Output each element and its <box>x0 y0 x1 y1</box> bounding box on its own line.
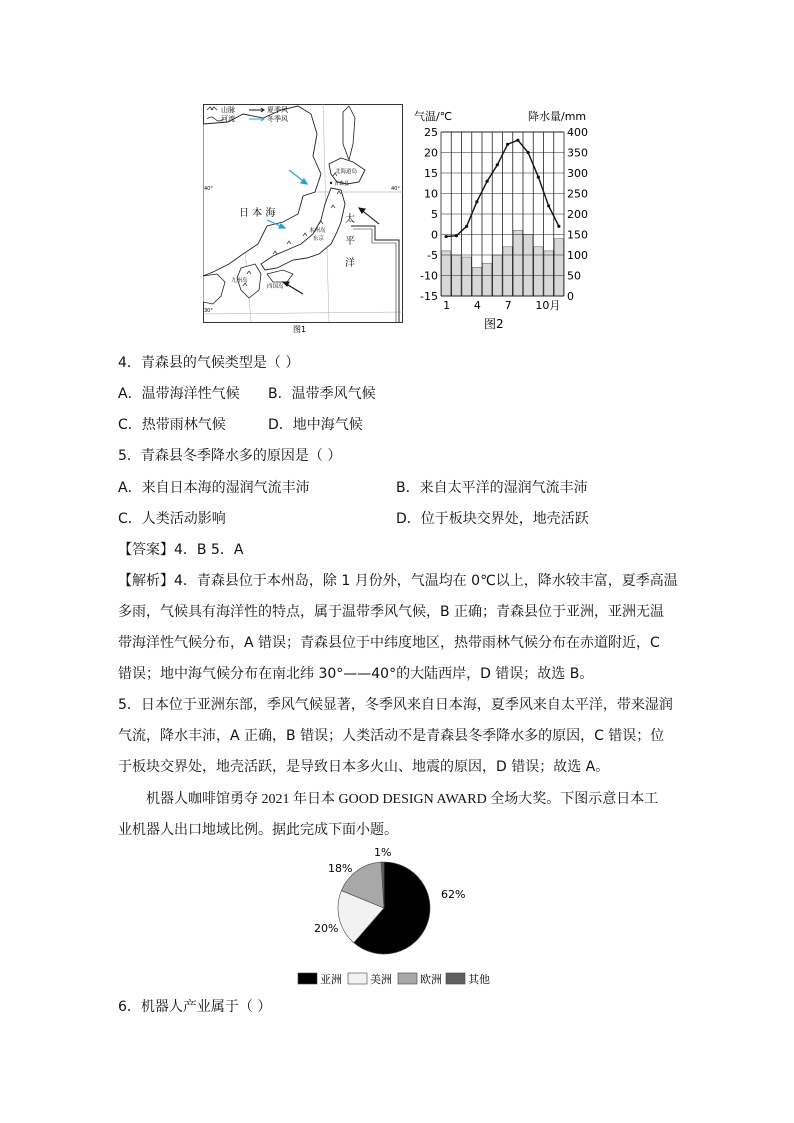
temp-tick-label: 10 <box>424 187 438 201</box>
pie-value-label: 1% <box>374 846 392 859</box>
month-tick-label: 1 <box>443 299 451 312</box>
q5-option-d: D．位于板块交界处，地壳活跃 <box>396 511 589 527</box>
hokkaido-label: 北海道岛 <box>335 169 358 175</box>
temp-point <box>496 163 499 166</box>
precip-tick-label: 250 <box>567 187 588 201</box>
pie-legend-swatch <box>398 973 417 984</box>
sea-of-japan-label: 日 本 海 <box>239 208 276 219</box>
temp-point <box>516 139 519 142</box>
pie-value-label: 20% <box>314 922 339 935</box>
temp-point <box>537 176 540 179</box>
shikoku-label: 四国岛 <box>267 284 284 290</box>
pie-legend-label: 美洲 <box>370 973 392 986</box>
temp-point <box>527 151 530 154</box>
honshu-label: 本州岛 <box>309 228 326 234</box>
precip-tick-label: 350 <box>567 146 588 160</box>
pie-value-label: 18% <box>328 862 353 875</box>
temp-point <box>445 235 448 238</box>
temp-point <box>475 200 478 203</box>
answer-line: 【答案】4．B 5．A <box>118 542 244 558</box>
q5-option-b: B．来自太平洋的湿润气流丰沛 <box>396 480 588 496</box>
analysis-line-2: 多雨，气候具有海洋性的特点，属于温带季风气候，B 正确；青森县位于亚洲，亚洲无温 <box>118 604 665 620</box>
pie-legend-label: 其他 <box>468 973 490 986</box>
precip-bar <box>462 257 471 296</box>
temp-point <box>547 204 550 207</box>
analysis-line-3: 带海洋性气候分布，A 错误；青森县位于中纬度地区，热带雨林气候分布在赤道附近，C <box>118 635 660 651</box>
analysis-line-5: 5．日本位于亚洲东部，季风气候显著，冬季风来自日本海，夏季风来自太平洋，带来湿润 <box>118 697 673 713</box>
q5-option-a: A．来自日本海的湿润气流丰沛 <box>118 480 310 496</box>
precip-tick-label: 200 <box>567 208 588 221</box>
precip-bar <box>503 247 512 296</box>
q4-stem: 4．青森县的气候类型是（ ） <box>118 355 300 371</box>
q4-option-a: A．温带海洋性气候 <box>118 386 240 402</box>
month-tick-label: 7 <box>504 299 512 312</box>
temp-tick-label: 20 <box>424 146 438 160</box>
analysis-line-7: 于板块交界处，地壳活跃，是导致日本多火山、地震的原因，D 错误；故选 A。 <box>118 759 610 775</box>
pie-legend-swatch <box>348 973 367 984</box>
pacific-label-1: 太 <box>345 214 355 225</box>
precip-bar <box>472 267 481 296</box>
temp-tick-label: -10 <box>420 269 438 283</box>
precip-bar <box>554 239 563 296</box>
temp-point <box>486 180 489 183</box>
pie-legend-swatch <box>446 973 465 984</box>
temp-tick-label: 0 <box>431 228 438 242</box>
aomori-label: 青森县 <box>334 181 350 187</box>
temp-tick-label: 15 <box>424 167 438 180</box>
temp-tick-label: -5 <box>427 249 438 262</box>
pie-legend-label: 亚洲 <box>320 973 342 986</box>
svg-text:40°: 40° <box>204 186 213 192</box>
analysis-line-6: 气流，降水丰沛，A 正确，B 错误；人类活动不是青森县冬季降水多的原因，C 错误；位 <box>118 728 665 744</box>
climate-chart <box>410 106 600 336</box>
temp-tick-label: 25 <box>424 126 438 139</box>
precip-tick-label: 300 <box>567 167 588 180</box>
temp-axis-label: 气温/℃ <box>414 110 453 123</box>
intro-line-1: 机器人咖啡馆勇夺 2021 年日本 GOOD DESIGN AWARD 全场大奖。下图示意日本工 <box>146 792 659 807</box>
q4-option-b: B．温带季风气候 <box>268 386 376 402</box>
robot-export-pie-chart <box>296 846 506 991</box>
pie-legend-swatch <box>298 973 317 984</box>
svg-text:山脉: 山脉 <box>221 106 235 114</box>
figure1-caption: 图1 <box>293 325 307 334</box>
japan-map-figure <box>203 104 403 334</box>
q5-stem: 5．青森县冬季降水多的原因是（ ） <box>118 448 342 464</box>
precip-axis-label: 降水量/mm <box>528 110 587 123</box>
month-tick-label: 10月 <box>535 299 561 312</box>
svg-text:40°: 40° <box>391 186 400 192</box>
kyushu-label: 九州岛 <box>231 278 248 284</box>
precip-tick-label: 150 <box>567 228 588 242</box>
precip-tick-label: 0 <box>567 290 574 303</box>
svg-text:30°: 30° <box>204 308 213 314</box>
figure2-caption: 图2 <box>484 317 504 331</box>
q4-option-d: D．地中海气候 <box>268 417 363 433</box>
temp-point <box>465 225 468 228</box>
svg-text:冬季风: 冬季风 <box>267 115 288 123</box>
temp-tick-label: -15 <box>420 290 438 303</box>
temp-point <box>506 143 509 146</box>
intro-line-2: 业机器人出口地域比例。据此完成下面小题。 <box>118 823 398 838</box>
precip-bar <box>524 235 533 297</box>
temp-point <box>557 225 560 228</box>
month-tick-label: 4 <box>473 299 481 312</box>
svg-text:河流: 河流 <box>221 115 235 123</box>
analysis-line-1: 【解析】4．青森县位于本州岛，除 1 月份外，气温均在 0℃以上，降水较丰富，夏季高温 <box>118 573 678 589</box>
precip-bar <box>483 263 492 296</box>
temp-point <box>455 234 458 237</box>
tokyo-label: 东京 <box>313 236 325 242</box>
temp-tick-label: 5 <box>431 208 438 221</box>
precip-tick-label: 100 <box>567 249 588 262</box>
precip-tick-label: 400 <box>567 126 588 139</box>
precip-bar <box>513 230 522 296</box>
q4-option-c: C．热带雨林气候 <box>118 417 226 433</box>
analysis-line-4: 错误；地中海气候分布在南北纬 30°——40°的大陆西岸，D 错误；故选 B。 <box>118 666 594 682</box>
aomori-dot <box>330 182 332 184</box>
pie-legend-label: 欧洲 <box>420 973 442 986</box>
svg-text:夏季风: 夏季风 <box>267 106 288 114</box>
pacific-label-2: 平 <box>345 236 355 247</box>
precip-tick-label: 50 <box>567 269 581 283</box>
precip-bar <box>544 251 553 296</box>
q6-stem: 6．机器人产业属于（ ） <box>118 999 272 1015</box>
pacific-label-3: 洋 <box>345 258 355 269</box>
precip-bar <box>442 251 451 296</box>
pie-value-label: 62% <box>441 888 466 901</box>
precip-bar <box>534 247 543 296</box>
q5-option-c: C．人类活动影响 <box>118 511 226 527</box>
